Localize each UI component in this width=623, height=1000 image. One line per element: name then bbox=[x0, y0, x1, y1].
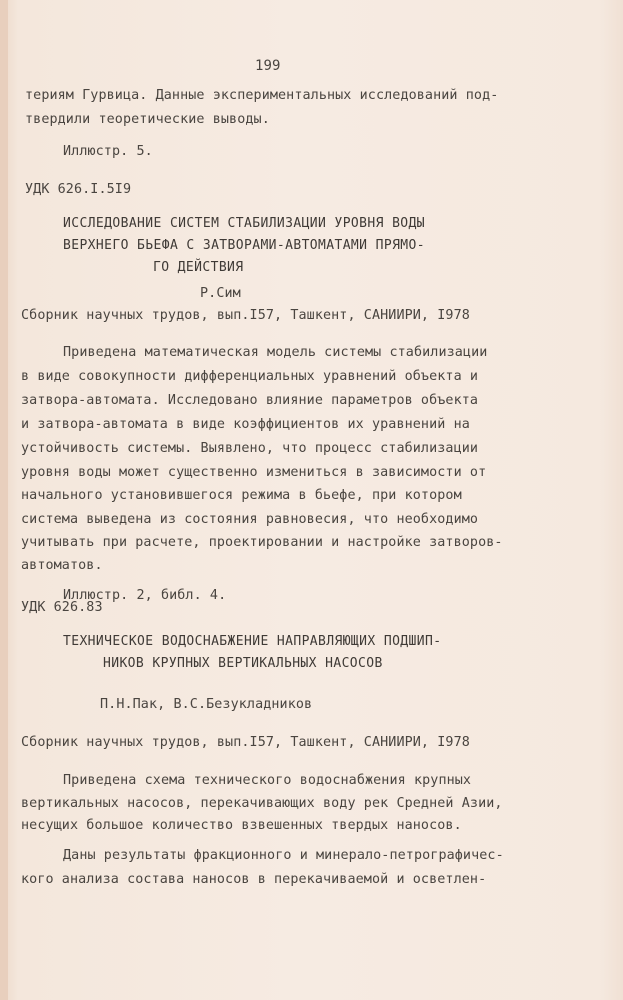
abstract-line: вертикальных насосов, перекачивающих воду рек Средней Азии, bbox=[21, 796, 503, 811]
abstract-line: устойчивость системы. Выявлено, что процесс стабилизации bbox=[21, 441, 479, 456]
article-title-line: ИССЛЕДОВАНИЕ СИСТЕМ СТАБИЛИЗАЦИИ УРОВНЯ ВОДЫ bbox=[63, 216, 425, 231]
abstract-line: затвора-автомата. Исследовано влияние параметров объекта bbox=[21, 393, 479, 408]
udk-code: УДК 626.I.5I9 bbox=[25, 182, 132, 197]
article-authors: П.Н.Пак, В.С.Безукладников bbox=[100, 697, 313, 712]
page-number: 199 bbox=[255, 58, 281, 74]
abstract-line: Приведена математическая модель системы стабилизации bbox=[63, 345, 488, 360]
article-source: Сборник научных трудов, вып.I57, Ташкент, САНИИРИ, I978 bbox=[21, 735, 470, 750]
abstract-line: несущих большое количество взвешенных твердых наносов. bbox=[21, 818, 462, 833]
abstract-line: Приведена схема технического водоснабжения крупных bbox=[63, 773, 472, 788]
article-source: Сборник научных трудов, вып.I57, Ташкент, САНИИРИ, I978 bbox=[21, 308, 470, 323]
abstract-line: кого анализа состава наносов в перекачиваемой и осветлен- bbox=[21, 872, 487, 887]
illustration-note: Иллюстр. 2, библ. 4. bbox=[63, 588, 227, 603]
abstract-line: и затвора-автомата в виде коэффициентов их уравнений на bbox=[21, 417, 470, 432]
continuation-line: твердили теоретические выводы. bbox=[25, 112, 270, 127]
article-title-line: ТЕХНИЧЕСКОЕ ВОДОСНАБЖЕНИЕ НАПРАВЛЯЮЩИХ ПОДШИП- bbox=[63, 634, 442, 649]
page-edge bbox=[0, 0, 8, 1000]
abstract-line: уровня воды может существенно измениться в зависимости от bbox=[21, 465, 487, 480]
article-title-line: ГО ДЕЙСТВИЯ bbox=[153, 260, 244, 275]
continuation-line: териям Гурвица. Данные экспериментальных исследований под- bbox=[25, 88, 499, 103]
abstract-line: начального установившегося режима в бьефе, при котором bbox=[21, 488, 462, 503]
article-authors: Р.Сим bbox=[200, 286, 241, 301]
abstract-line: система выведена из состояния равновесия, что необходимо bbox=[21, 512, 479, 527]
illustration-note: Иллюстр. 5. bbox=[63, 144, 153, 159]
abstract-line: учитывать при расчете, проектировании и настройке затворов- bbox=[21, 535, 503, 550]
abstract-line: автоматов. bbox=[21, 558, 103, 573]
article-title-line: ВЕРХНЕГО БЬЕФА С ЗАТВОРАМИ-АВТОМАТАМИ ПРЯМО- bbox=[63, 238, 425, 253]
abstract-line: Даны результаты фракционного и минерало-петрографичес- bbox=[63, 848, 504, 863]
abstract-line: в виде совокупности дифференциальных уравнений объекта и bbox=[21, 369, 479, 384]
article-title-line: НИКОВ КРУПНЫХ ВЕРТИКАЛЬНЫХ НАСОСОВ bbox=[103, 656, 383, 671]
udk-code: УДК 626.83 bbox=[21, 600, 103, 615]
